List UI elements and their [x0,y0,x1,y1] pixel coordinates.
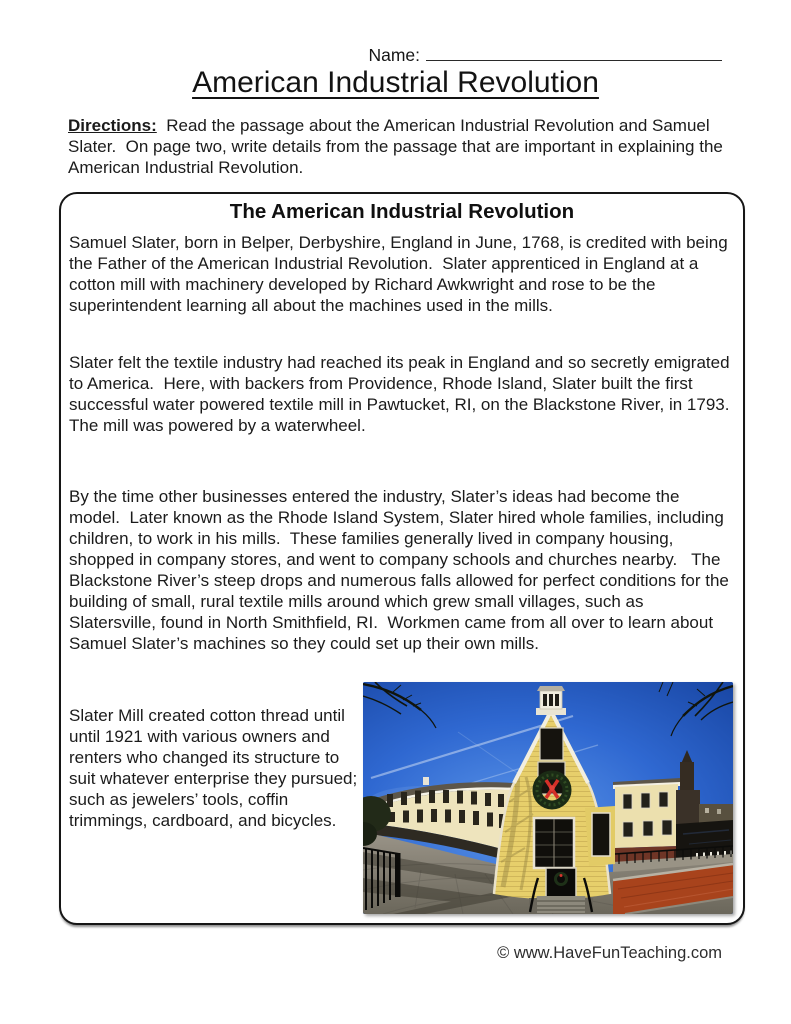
passage-paragraph-1: Samuel Slater, born in Belper, Derbyshire, England in June, 1768, is credited with being the Father of the American Industrial Revolution. Slater apprenticed in England at a cotton mill with machinery developed by Richard Awkwright and rose to be the superintendent learning all about the machines used in the mills. [69,232,733,315]
slater-mill-illustration [363,682,733,914]
name-blank-line[interactable] [426,44,722,61]
passage-paragraph-3: By the time other businesses entered the industry, Slater’s ideas had become the model. Later known as the Rhode Island System, Slater hired whole families, including children, to work in his mills. These families generally lived in company housing, shopped in company stores, and went to company schools and churches nearby. The Blackstone River’s steep drops and numerous falls allowed for perfect conditions for the building of small, rural textile mills around which grew small villages, such as Slatersville, found in North Smithfield, RI. Workmen came from all over to learn about Samuel Slater’s machines so they could set up their own mills. [69,486,734,653]
directions-body: Read the passage about the American Industrial Revolution and Samuel Slater. On page two, write details from the passage that are important in explaining the American Industrial Revolution. [68,116,727,177]
name-row [368,44,722,66]
directions-text [68,115,727,178]
slater-mill-photo [363,682,733,914]
passage-paragraph-2: Slater felt the textile industry had reached its peak in England and so secretly emigrated to America. Here, with backers from Providence, Rhode Island, Slater built the first successful water powered textile mill in Pawtucket, RI, on the Blackstone River, in 1793. The mill was powered by a waterwheel. [69,352,739,435]
page-title: American Industrial Revolution [192,66,599,99]
directions-label: Directions: [68,116,157,135]
cupola [536,686,566,715]
passage-paragraph-4: Slater Mill created cotton thread until until 1921 with various owners and renters who changed its structure to suit whatever enterprise they pursued; such as jewelers’ tools, coffin trimmings, cardboard, and bicycles. [69,705,362,830]
passage-heading: The American Industrial Revolution [229,200,575,223]
name-label: Name: [368,45,420,65]
passage-box [59,192,745,925]
copyright-text: © www.HaveFunTeaching.com [497,944,722,962]
